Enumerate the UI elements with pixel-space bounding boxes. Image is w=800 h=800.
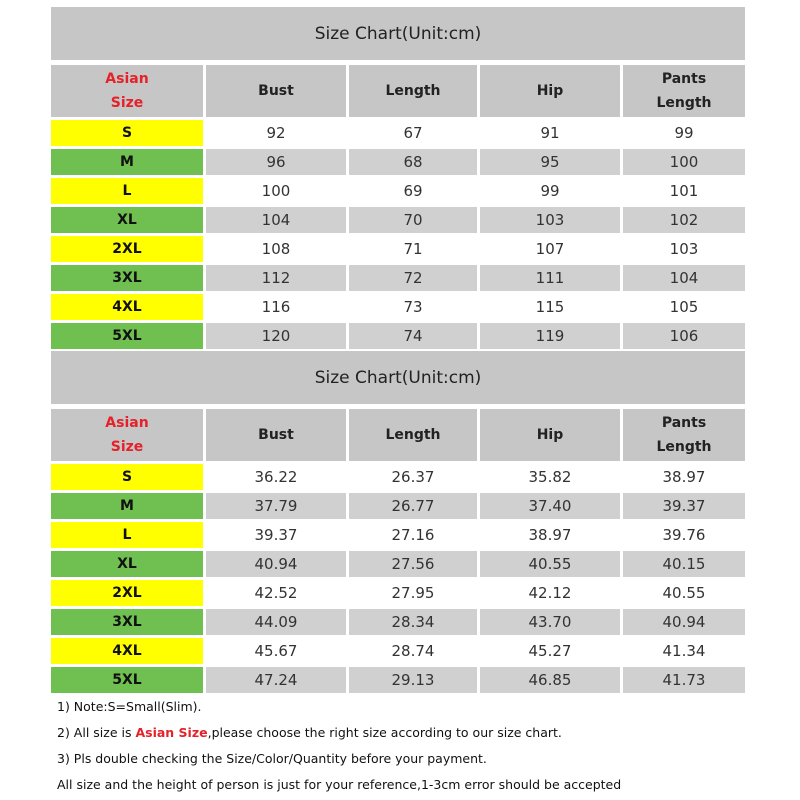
header-asian-size: Asian Size [51,65,203,117]
bust-cell: 45.67 [206,638,346,664]
table-row [51,149,745,175]
bust-cell: 37.79 [206,493,346,519]
size-chart-cm-1 [51,7,745,352]
table-row [51,493,745,519]
table-row [51,236,745,262]
table-row [51,522,745,548]
pants-length-cell: 100 [623,149,745,175]
bust-cell: 36.22 [206,464,346,490]
table-body [51,120,745,349]
note-1: 1) Note:S=Small(Slim). [57,699,202,714]
pants-length-cell: 41.34 [623,638,745,664]
length-cell: 26.37 [349,464,477,490]
notes [57,694,757,798]
size-cell: 4XL [51,638,203,664]
length-cell: 28.34 [349,609,477,635]
hip-cell: 103 [480,207,620,233]
hip-cell: 46.85 [480,667,620,693]
pants-length-cell: 40.15 [623,551,745,577]
hip-cell: 119 [480,323,620,349]
pants-length-cell: 39.37 [623,493,745,519]
note-4: All size and the height of person is just for your reference,1-3cm error should be accepted [57,777,622,792]
size-cell: 3XL [51,609,203,635]
table-row [51,667,745,693]
length-cell: 28.74 [349,638,477,664]
bust-cell: 116 [206,294,346,320]
length-cell: 74 [349,323,477,349]
pants-length-cell: 105 [623,294,745,320]
table-row [51,609,745,635]
hip-cell: 40.55 [480,551,620,577]
table-row [51,207,745,233]
bust-cell: 112 [206,265,346,291]
length-cell: 71 [349,236,477,262]
pants-length-cell: 39.76 [623,522,745,548]
hip-cell: 37.40 [480,493,620,519]
pants-length-cell: 40.55 [623,580,745,606]
table-body [51,464,745,693]
hip-cell: 107 [480,236,620,262]
size-cell: 3XL [51,265,203,291]
header-length: Length [349,65,477,117]
pants-length-cell: 106 [623,323,745,349]
length-cell: 68 [349,149,477,175]
length-cell: 27.16 [349,522,477,548]
hip-cell: 115 [480,294,620,320]
size-cell: 5XL [51,667,203,693]
pants-length-cell: 40.94 [623,609,745,635]
header-pants-length: Pants Length [623,409,745,461]
hip-cell: 45.27 [480,638,620,664]
hip-cell: 42.12 [480,580,620,606]
size-cell: L [51,178,203,204]
header-asian-size: Asian Size [51,409,203,461]
bust-cell: 100 [206,178,346,204]
hip-cell: 35.82 [480,464,620,490]
size-cell: 2XL [51,236,203,262]
hip-cell: 91 [480,120,620,146]
bust-cell: 92 [206,120,346,146]
chart-title: Size Chart(Unit:cm) [51,7,745,60]
note-2: 2) All size is Asian Size,please choose the right size according to our size chart. [57,725,562,740]
hip-cell: 99 [480,178,620,204]
chart-title: Size Chart(Unit:cm) [51,351,745,404]
bust-cell: 108 [206,236,346,262]
header-bust: Bust [206,409,346,461]
table-row [51,323,745,349]
size-cell: XL [51,551,203,577]
length-cell: 26.77 [349,493,477,519]
bust-cell: 39.37 [206,522,346,548]
bust-cell: 44.09 [206,609,346,635]
pants-length-cell: 99 [623,120,745,146]
hip-cell: 111 [480,265,620,291]
pants-length-cell: 101 [623,178,745,204]
note-3: 3) Pls double checking the Size/Color/Quantity before your payment. [57,751,487,766]
length-cell: 69 [349,178,477,204]
hip-cell: 95 [480,149,620,175]
header-row [51,65,745,117]
length-cell: 29.13 [349,667,477,693]
size-cell: 5XL [51,323,203,349]
header-pants-length: Pants Length [623,65,745,117]
size-cell: L [51,522,203,548]
header-row [51,409,745,461]
table-row [51,294,745,320]
header-length: Length [349,409,477,461]
bust-cell: 104 [206,207,346,233]
length-cell: 27.56 [349,551,477,577]
table-row [51,551,745,577]
length-cell: 73 [349,294,477,320]
pants-length-cell: 41.73 [623,667,745,693]
table-row [51,464,745,490]
pants-length-cell: 104 [623,265,745,291]
length-cell: 70 [349,207,477,233]
size-cell: M [51,149,203,175]
pants-length-cell: 38.97 [623,464,745,490]
length-cell: 72 [349,265,477,291]
asian-size-highlight: Asian Size [135,725,208,740]
size-cell: XL [51,207,203,233]
pants-length-cell: 103 [623,236,745,262]
header-hip: Hip [480,409,620,461]
bust-cell: 47.24 [206,667,346,693]
size-chart-cm-2 [51,351,745,696]
size-cell: M [51,493,203,519]
pants-length-cell: 102 [623,207,745,233]
bust-cell: 40.94 [206,551,346,577]
header-bust: Bust [206,65,346,117]
length-cell: 27.95 [349,580,477,606]
table-row [51,178,745,204]
size-cell: 2XL [51,580,203,606]
table-row [51,265,745,291]
header-hip: Hip [480,65,620,117]
hip-cell: 38.97 [480,522,620,548]
table-row [51,638,745,664]
table-row [51,580,745,606]
size-cell: S [51,120,203,146]
size-cell: 4XL [51,294,203,320]
bust-cell: 42.52 [206,580,346,606]
bust-cell: 120 [206,323,346,349]
size-cell: S [51,464,203,490]
length-cell: 67 [349,120,477,146]
bust-cell: 96 [206,149,346,175]
hip-cell: 43.70 [480,609,620,635]
table-row [51,120,745,146]
